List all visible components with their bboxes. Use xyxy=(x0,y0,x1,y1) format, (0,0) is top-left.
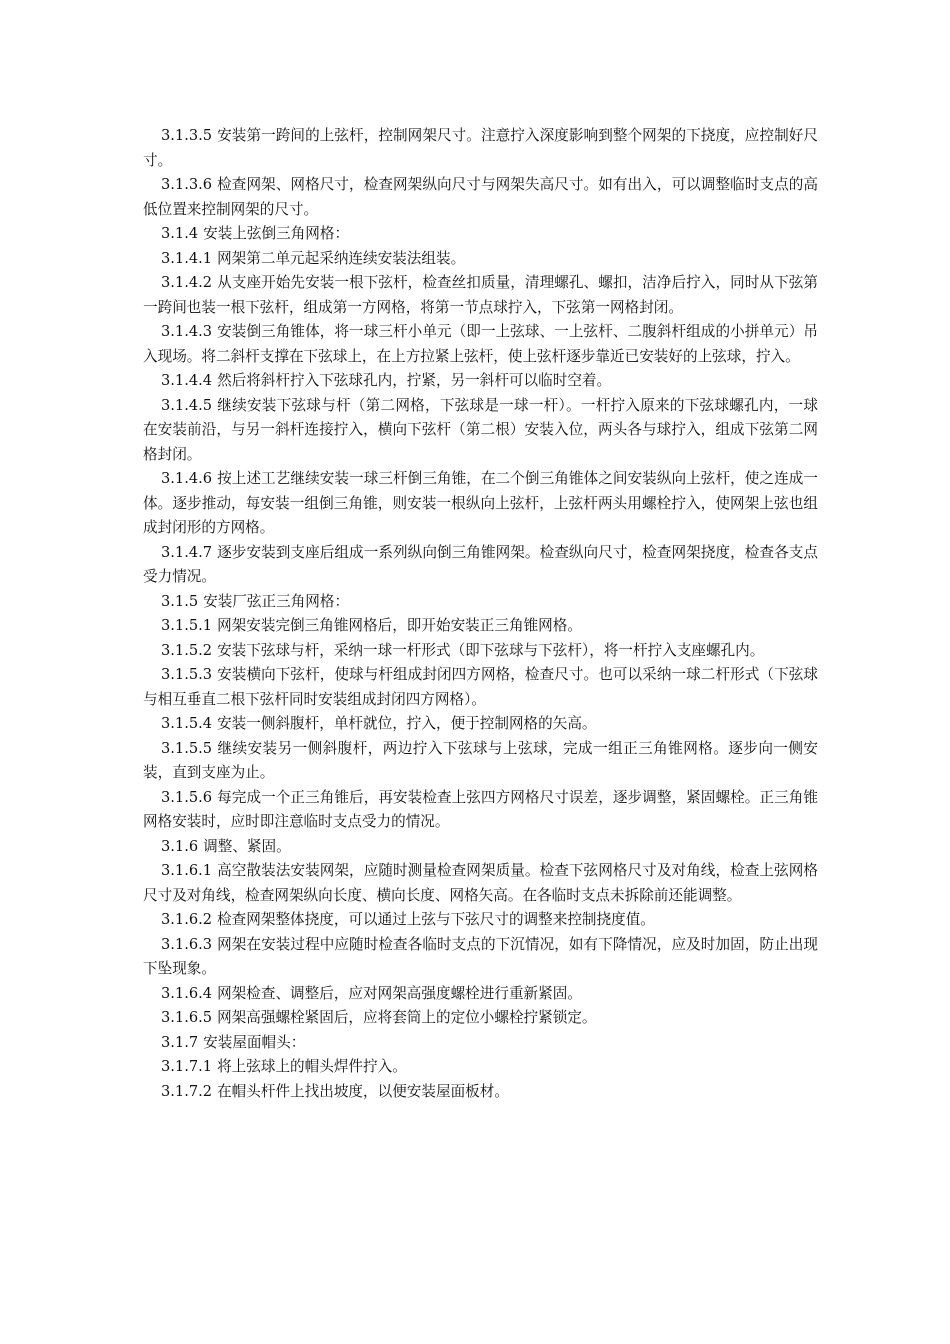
section-number: 3.1.6.5 xyxy=(161,1009,213,1026)
paragraph-text: 安装第一跨间的上弦杆，控制网架尺寸。注意拧入深度影响到整个网架的下挠度，应控制好尺寸。 xyxy=(143,127,818,169)
section-number: 3.1.4.3 xyxy=(161,323,213,340)
paragraph-3-1-4-3 xyxy=(143,320,818,369)
heading-3-1-7 xyxy=(143,1031,818,1056)
paragraph-3-1-4-1 xyxy=(143,247,818,272)
paragraph-text: 检查网架整体挠度，可以通过上弦与下弦尺寸的调整来控制挠度值。 xyxy=(217,911,655,928)
heading-text: 安装屋面帽头： xyxy=(203,1033,306,1051)
paragraph-3-1-5-6 xyxy=(143,786,818,835)
paragraph-3-1-4-7 xyxy=(143,541,818,590)
paragraph-text: 逐步安装到支座后组成一系列纵向倒三角锥网架。检查纵向尺寸，检查网架挠度，检查各支点受力情况。 xyxy=(143,543,818,585)
section-number: 3.1.6.4 xyxy=(161,984,213,1002)
paragraph-3-1-3-6 xyxy=(143,173,818,222)
section-number: 3.1.5.2 xyxy=(161,641,213,659)
paragraph-text: 网架第二单元起采纳连续安装法组装。 xyxy=(217,249,466,267)
section-number: 3.1.4.7 xyxy=(161,543,213,561)
section-number: 3.1.6 xyxy=(161,837,199,855)
paragraph-3-1-4-5 xyxy=(143,394,818,468)
document-body xyxy=(143,124,818,1104)
section-number: 3.1.5.6 xyxy=(161,788,213,806)
section-number: 3.1.5 xyxy=(161,592,199,610)
section-number: 3.1.6.2 xyxy=(161,911,213,928)
section-number: 3.1.5.4 xyxy=(161,715,213,732)
paragraph-text: 网架安装完倒三角锥网格后，即开始安装正三角锥网格。 xyxy=(217,617,582,634)
paragraph-3-1-5-4 xyxy=(143,712,818,737)
heading-text: 安装厂弦正三角网格： xyxy=(203,592,350,610)
paragraph-3-1-7-2 xyxy=(143,1080,818,1105)
section-number: 3.1.7 xyxy=(161,1033,199,1051)
section-number: 3.1.7.1 xyxy=(161,1058,213,1075)
section-number: 3.1.5.3 xyxy=(161,666,213,683)
section-number: 3.1.7.2 xyxy=(161,1082,213,1100)
paragraph-text: 检查网架、网格尺寸，检查网架纵向尺寸与网架失高尺寸。如有出入，可以调整临时支点的高低位置来控制网架的尺寸。 xyxy=(143,176,818,218)
paragraph-3-1-5-5 xyxy=(143,737,818,786)
section-number: 3.1.4.6 xyxy=(161,470,213,487)
section-number: 3.1.3.5 xyxy=(161,127,213,144)
section-number: 3.1.4.5 xyxy=(161,396,213,414)
heading-3-1-4 xyxy=(143,222,818,247)
heading-text: 安装上弦倒三角网格： xyxy=(203,225,350,242)
heading-3-1-6 xyxy=(143,835,818,860)
section-number: 3.1.4.2 xyxy=(161,274,213,291)
section-number: 3.1.6.1 xyxy=(161,862,213,879)
paragraph-3-1-5-2 xyxy=(143,639,818,664)
paragraph-text: 将上弦球上的帽头焊件拧入。 xyxy=(217,1058,407,1075)
paragraph-text: 然后将斜杆拧入下弦球孔内，拧紧，另一斜杆可以临时空着。 xyxy=(217,372,612,389)
heading-text: 调整、紧固。 xyxy=(203,837,291,855)
paragraph-text: 从支座开始先安装一根下弦杆，检查丝扣质量，清理螺孔、螺扣，洁净后拧入，同时从下弦第一跨间也装一根下弦杆，组成第一方网格，将第一节点球拧入，下弦第一网格封闭。 xyxy=(143,274,818,316)
paragraph-text: 继续安装下弦球与杆（第二网格，下弦球是一球一杆）。一杆拧入原来的下弦球螺孔内，一球在安装前沿，与另一斜杆连接拧入，横向下弦杆（第二根）安装入位，两头各与球拧入，组成下弦第二网格封闭。 xyxy=(143,396,818,463)
section-number: 3.1.4 xyxy=(161,225,199,242)
paragraph-3-1-6-4 xyxy=(143,982,818,1007)
paragraph-3-1-6-3 xyxy=(143,933,818,982)
paragraph-3-1-3-5 xyxy=(143,124,818,173)
paragraph-text: 安装一侧斜腹杆，单杆就位，拧入，便于控制网格的矢高。 xyxy=(217,715,597,732)
paragraph-text: 网架检查、调整后，应对网架高强度螺栓进行重新紧固。 xyxy=(217,984,582,1002)
section-number: 3.1.6.3 xyxy=(161,935,213,953)
paragraph-3-1-4-2 xyxy=(143,271,818,320)
paragraph-text: 网架在安装过程中应随时检查各临时支点的下沉情况，如有下降情况，应及时加固，防止出现下坠现象。 xyxy=(143,935,818,977)
paragraph-text: 安装倒三角锥体，将一球三杆小单元（即一上弦球、一上弦杆、二腹斜杆组成的小拼单元）吊入现场。将二斜杆支撑在下弦球上，在上方拉紧上弦杆，使上弦杆逐步靠近已安装好的上弦球，拧入。 xyxy=(143,323,818,365)
paragraph-text: 网架高强螺栓紧固后，应将套筒上的定位小螺栓拧紧锁定。 xyxy=(217,1009,597,1026)
paragraph-text: 安装下弦球与杆，采纳一球一杆形式（即下弦球与下弦杆），将一杆拧入支座螺孔内。 xyxy=(217,641,765,659)
paragraph-3-1-6-5 xyxy=(143,1006,818,1031)
paragraph-text: 在帽头杆件上找出坡度，以便安装屋面板材。 xyxy=(217,1082,509,1100)
section-number: 3.1.3.6 xyxy=(161,176,213,193)
section-number: 3.1.4.4 xyxy=(161,372,213,389)
paragraph-text: 高空散装法安装网架，应随时测量检查网架质量。检查下弦网格尺寸及对角线，检查上弦网格尺寸及对角线，检查网架纵向长度、横向长度、网格矢高。在各临时支点未拆除前还能调整。 xyxy=(143,862,818,904)
paragraph-3-1-4-4 xyxy=(143,369,818,394)
paragraph-text: 安装横向下弦杆，使球与杆组成封闭四方网格，检查尺寸。也可以采纳一球二杆形式（下弦球与相互垂直二根下弦杆同时安装组成封闭四方网格）。 xyxy=(143,666,818,708)
heading-3-1-5 xyxy=(143,590,818,615)
paragraph-3-1-6-2 xyxy=(143,908,818,933)
paragraph-3-1-7-1 xyxy=(143,1055,818,1080)
section-number: 3.1.4.1 xyxy=(161,249,213,267)
paragraph-text: 继续安装另一侧斜腹杆，两边拧入下弦球与上弦球，完成一组正三角锥网格。逐步向一侧安装，直到支座为止。 xyxy=(143,739,818,781)
paragraph-3-1-5-1 xyxy=(143,614,818,639)
paragraph-3-1-5-3 xyxy=(143,663,818,712)
paragraph-3-1-4-6 xyxy=(143,467,818,541)
section-number: 3.1.5.1 xyxy=(161,617,213,634)
paragraph-3-1-6-1 xyxy=(143,859,818,908)
paragraph-text: 按上述工艺继续安装一球三杆倒三角锥，在二个倒三角锥体之间安装纵向上弦杆，使之连成一体。逐步推动，每安装一组倒三角锥，则安装一根纵向上弦杆，上弦杆两头用螺栓拧入，使网架上弦也组成封闭形的方网格。 xyxy=(143,470,818,536)
section-number: 3.1.5.5 xyxy=(161,739,213,757)
paragraph-text: 每完成一个正三角锥后，再安装检查上弦四方网格尺寸误差，逐步调整，紧固螺栓。正三角锥网格安装时，应时即注意临时支点受力的情况。 xyxy=(143,788,818,830)
